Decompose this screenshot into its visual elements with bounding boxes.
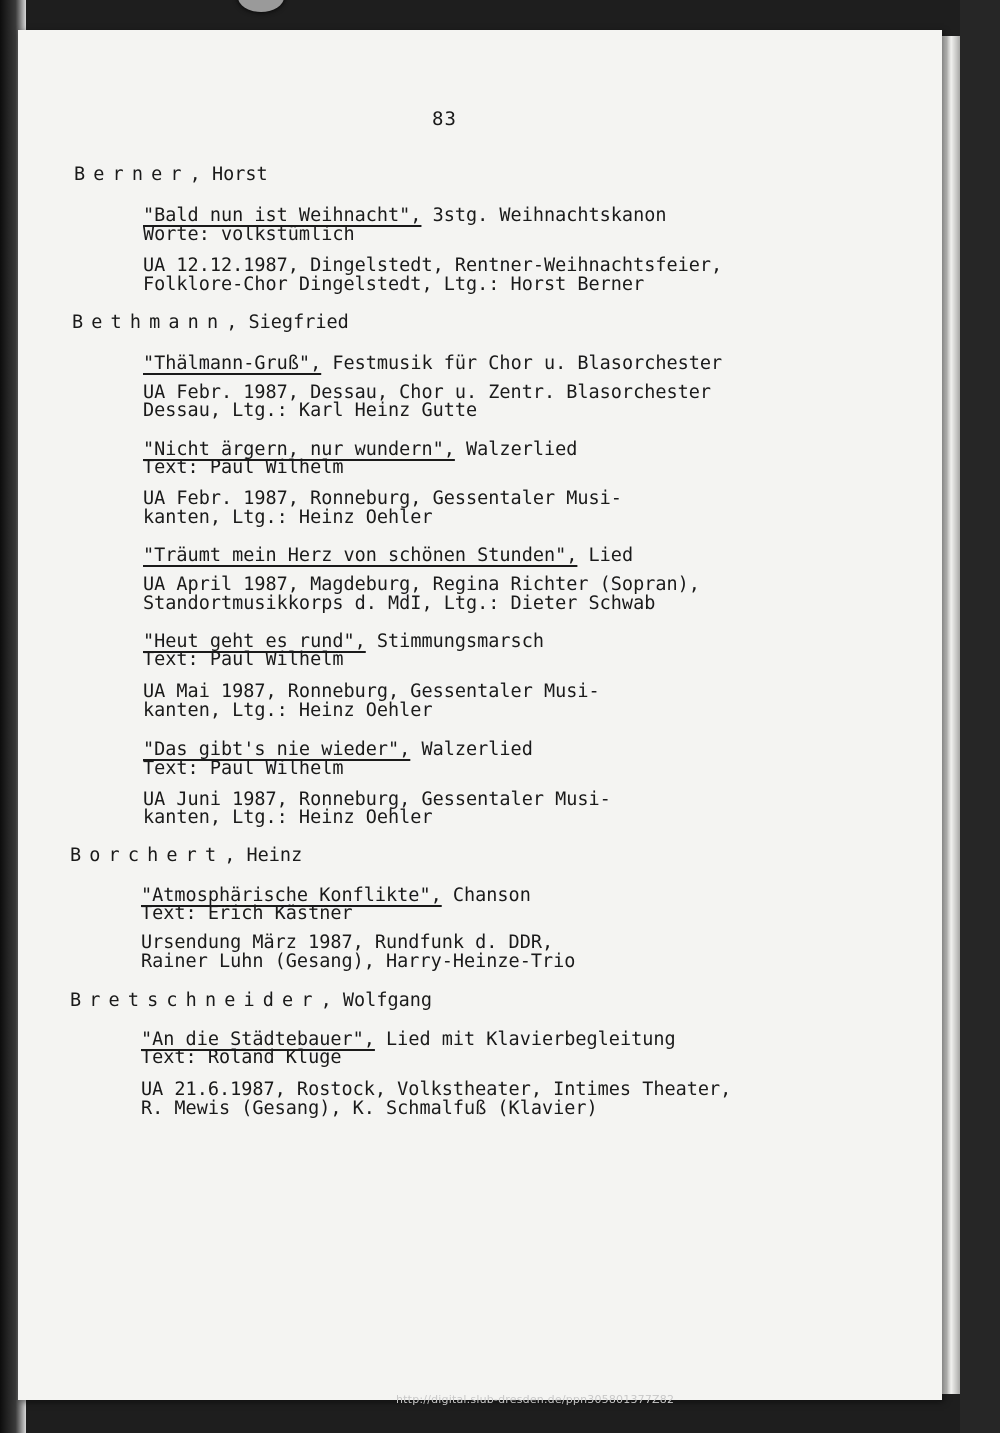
work-lyricist: Text: Paul Wilhelm: [143, 457, 344, 478]
work-title: "Thälmann-Gruß",: [143, 353, 322, 374]
composer-surname: Berner: [74, 164, 190, 185]
composer-heading: Berner, Horst: [74, 164, 268, 185]
composer-heading: Bretschneider, Wolfgang: [70, 990, 433, 1011]
work-premiere: Ursendung März 1987, Rundfunk d. DDR,: [141, 932, 554, 953]
work-type: Walzerlied: [410, 739, 533, 760]
work-premiere: UA Juni 1987, Ronneburg, Gessentaler Musi-: [143, 789, 611, 810]
work-premiere: Standortmusikkorps d. MdI, Ltg.: Dieter Schwab: [143, 593, 656, 614]
source-url-watermark: http://digital.slub-dresden.de/ppn305801377Z82: [396, 1393, 675, 1406]
scanner-clamp: [238, 0, 284, 12]
work-title: "Atmosphärische Konflikte",: [141, 885, 442, 906]
work-title: "Bald nun ist Weihnacht",: [143, 205, 422, 226]
work-premiere: kanten, Ltg.: Heinz Oehler: [143, 700, 433, 721]
composer-given-name: Siegfried: [248, 312, 349, 333]
composer-given-name: Wolfgang: [342, 990, 433, 1011]
composer-surname: Bethmann: [72, 312, 227, 333]
work-premiere: kanten, Ltg.: Heinz Oehler: [143, 507, 433, 528]
work-title: "Heut geht es rund",: [143, 631, 366, 652]
work-lyricist: Text: Roland Kluge: [141, 1047, 342, 1068]
composer-heading: Bethmann, Siegfried: [72, 312, 349, 333]
composer-surname: Bretschneider: [70, 990, 321, 1011]
composer-heading: Borchert, Heinz: [70, 845, 303, 866]
work-type: Chanson: [441, 885, 531, 906]
work-premiere: R. Mewis (Gesang), K. Schmalfuß (Klavier): [141, 1098, 598, 1119]
work-premiere: UA Febr. 1987, Dessau, Chor u. Zentr. Blasorchester: [143, 382, 712, 403]
work-premiere: UA Febr. 1987, Ronneburg, Gessentaler Musi-: [143, 488, 622, 509]
work-title-line: [143, 546, 633, 566]
work-title: "An die Städtebauer",: [141, 1029, 375, 1050]
work-premiere: Folklore-Chor Dingelstedt, Ltg.: Horst Berner: [143, 274, 645, 295]
work-type: Lied mit Klavierbegleitung: [374, 1029, 676, 1050]
work-type: Stimmungsmarsch: [365, 631, 544, 652]
work-title-line: [143, 740, 533, 760]
work-type: 3stg. Weihnachtskanon: [421, 205, 667, 226]
work-title: "Das gibt's nie wieder",: [143, 739, 411, 760]
work-premiere: UA Mai 1987, Ronneburg, Gessentaler Musi-: [143, 681, 600, 702]
work-lyricist: Text: Paul Wilhelm: [143, 649, 344, 670]
work-premiere: UA 12.12.1987, Dingelstedt, Rentner-Weihnachtsfeier,: [143, 255, 723, 276]
work-premiere: Dessau, Ltg.: Karl Heinz Gutte: [143, 400, 478, 421]
background-right: [960, 0, 1000, 1433]
work-premiere: UA 21.6.1987, Rostock, Volkstheater, Intimes Theater,: [141, 1079, 732, 1100]
work-title: "Nicht ärgern, nur wundern",: [143, 439, 455, 460]
work-title-line: [143, 206, 667, 226]
work-title-line: [143, 354, 722, 374]
work-type: Walzerlied: [454, 439, 578, 460]
work-type: Lied: [577, 545, 634, 566]
work-premiere: kanten, Ltg.: Heinz Oehler: [143, 807, 433, 828]
work-title: "Träumt mein Herz von schönen Stunden",: [143, 545, 578, 566]
work-lyricist: Text: Paul Wilhelm: [143, 758, 344, 779]
work-premiere: Rainer Luhn (Gesang), Harry-Heinze-Trio: [141, 951, 576, 972]
work-type: Festmusik für Chor u. Blasorchester: [321, 353, 723, 374]
work-lyricist: Text: Erich Kästner: [141, 903, 353, 924]
composer-surname: Borchert: [70, 845, 225, 866]
composer-given-name: Heinz: [246, 845, 303, 866]
composer-given-name: Horst: [211, 164, 268, 185]
page-number: 83: [432, 108, 457, 130]
work-lyricist: Worte: volkstümlich: [143, 224, 355, 245]
work-premiere: UA April 1987, Magdeburg, Regina Richter (Sopran),: [143, 574, 700, 595]
